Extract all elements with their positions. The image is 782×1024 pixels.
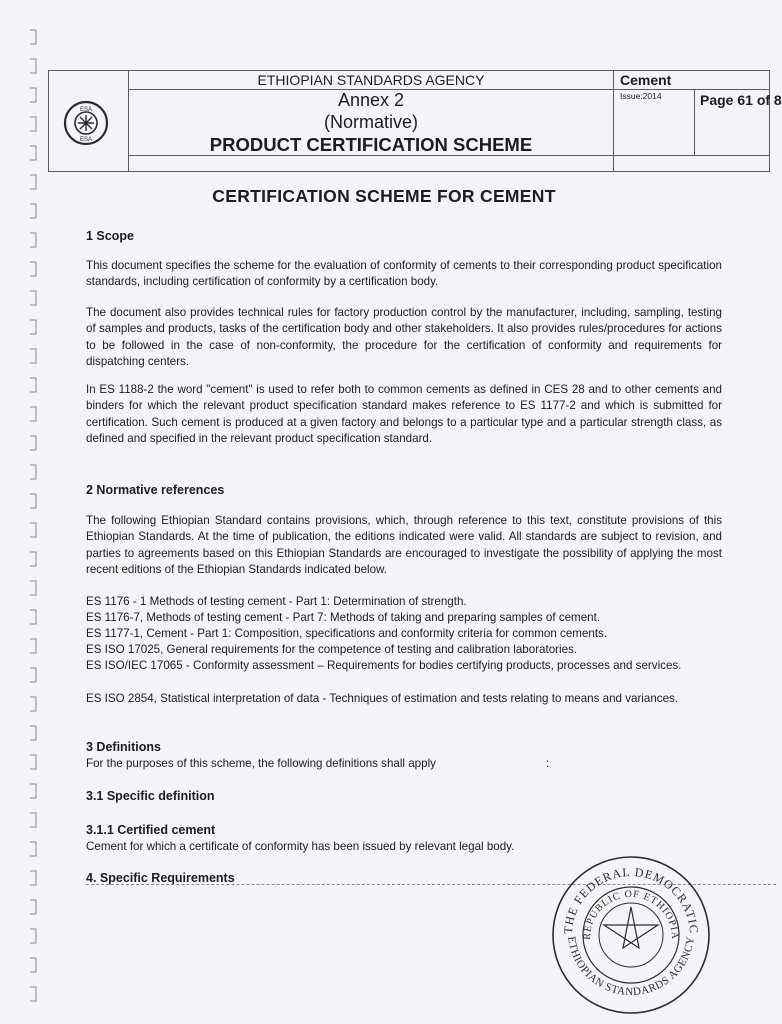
binding-hole (30, 59, 36, 73)
logo-top-text: ESA (79, 107, 93, 113)
reference-item: ES 1176-7, Methods of testing cement - Part 7: Methods of taking and preparing samples of cement. (86, 611, 601, 624)
reference-item: ES ISO 17025, General requirements for the competence of testing and calibration laboratories. (86, 643, 578, 656)
binding-hole (30, 146, 36, 160)
agency-logo-cell (49, 71, 129, 171)
logo-bottom-text: ESA (79, 137, 93, 143)
binding-hole (30, 349, 36, 363)
binding-hole (30, 842, 36, 856)
binding-hole (30, 465, 36, 479)
scope-paragraph-2: The document also provides technical rules for factory production control by the manufacturer, including, sampling, testing of samples and products, tasks of the certification body and other stakeholders. It also provides rules/procedures for actions to be followed in the case of non-conformity, the procedure for the certification of conformity and requirements for dispatching centers. (86, 306, 722, 369)
reference-item: ES 1177-1, Cement - Part 1: Composition, specifications and conformity criteria for common cements. (86, 627, 608, 640)
header-divider (129, 155, 613, 156)
scope-paragraph-1: This document specifies the scheme for the evaluation of conformity of cements to their corresponding product specification standards, including certification of conformity by a certification body. (86, 259, 722, 289)
binding-hole (30, 755, 36, 769)
binding-hole (30, 88, 36, 102)
page-number: Page 61 of 8 (700, 92, 782, 108)
binding-hole (30, 320, 36, 334)
certified-cement-paragraph: Cement for which a certificate of conformity has been issued by relevant legal body. (86, 840, 515, 853)
binding-hole (30, 871, 36, 885)
meta-bottom-divider (614, 155, 769, 156)
binding-hole (30, 958, 36, 972)
normative-label: (Normative) (323, 112, 418, 132)
definitions-paragraph: For the purposes of this scheme, the following definitions shall apply (86, 757, 436, 770)
agency-stamp-icon (548, 852, 714, 1018)
scheme-title: PRODUCT CERTIFICATION SCHEME (209, 134, 533, 155)
binding-hole (30, 407, 36, 421)
binding-hole (30, 668, 36, 682)
definitions-heading: 3 Definitions (86, 740, 162, 754)
scope-paragraph-3: In ES 1188-2 the word "cement" is used to refer both to common cements as defined in CES 28 and to other cements and binders for which the relevant product specification standard makes reference to ES 1177-2 and which is submitted for certification. Such cement is produced at a given factory and belongs to a particular type and a particular strength class, as defined and specified in the relevant product specification standard. (86, 383, 722, 446)
document-title: CERTIFICATION SCHEME FOR CEMENT (212, 186, 556, 206)
binding-holes (0, 0, 46, 1024)
reference-item: ES ISO 2854, Statistical interpretation of data - Techniques of estimation and tests relating to means and variances. (86, 692, 679, 705)
header-meta-cell (614, 71, 782, 171)
binding-hole (30, 436, 36, 450)
reference-item: ES 1176 - 1 Methods of testing cement - Part 1: Determination of strength. (86, 595, 467, 608)
scope-heading: 1 Scope (86, 229, 134, 243)
stamp-bottom-text: ETHIOPIAN STANDARDS AGENCY (565, 935, 697, 999)
product-label: Cement (620, 72, 672, 88)
esa-logo-icon (49, 71, 128, 171)
header-title-cell (129, 71, 614, 171)
binding-hole (30, 494, 36, 508)
specific-requirements-heading: 4. Specific Requirements (86, 871, 235, 885)
binding-hole (30, 697, 36, 711)
binding-hole (30, 784, 36, 798)
binding-hole (30, 639, 36, 653)
binding-hole (30, 552, 36, 566)
binding-hole (30, 929, 36, 943)
issue-label: Issue:2014 (620, 91, 662, 101)
binding-hole (30, 900, 36, 914)
meta-vertical-divider (694, 90, 695, 155)
stamp-top-text: THE FEDERAL DEMOCRATIC (560, 864, 702, 935)
binding-hole (30, 523, 36, 537)
binding-hole (30, 117, 36, 131)
binding-hole (30, 610, 36, 624)
binding-hole (30, 30, 36, 44)
binding-hole (30, 726, 36, 740)
specific-definition-heading: 3.1 Specific definition (86, 789, 215, 803)
stamp-inner-text: REPUBLIC OF ETHIOPIA (581, 888, 681, 941)
binding-hole (30, 378, 36, 392)
definitions-colon: : (546, 757, 550, 770)
normative-references-paragraph: The following Ethiopian Standard contains provisions, which, through reference to this text, constitute provisions of this Ethiopian Standards. At the time of publication, the editions indicated were valid. All standards are subject to revision, and parties to agreements based on this Ethiopian Standards are encouraged to investigate the possibility of applying the most recent editions of the Ethiopian Standards indicated below. (86, 514, 722, 577)
binding-hole (30, 233, 36, 247)
binding-hole (30, 291, 36, 305)
agency-name: ETHIOPIAN STANDARDS AGENCY (129, 71, 613, 90)
binding-hole (30, 581, 36, 595)
binding-hole (30, 987, 36, 1001)
certified-cement-heading: 3.1.1 Certified cement (86, 823, 216, 837)
binding-hole (30, 262, 36, 276)
normative-references-heading: 2 Normative references (86, 483, 225, 497)
document-header (48, 70, 782, 172)
meta-divider (614, 89, 769, 90)
binding-hole (30, 813, 36, 827)
reference-item: ES ISO/IEC 17065 - Conformity assessment – Requirements for bodies certifying products, processes and services. (86, 659, 682, 672)
annex-label: Annex 2 (337, 90, 405, 110)
